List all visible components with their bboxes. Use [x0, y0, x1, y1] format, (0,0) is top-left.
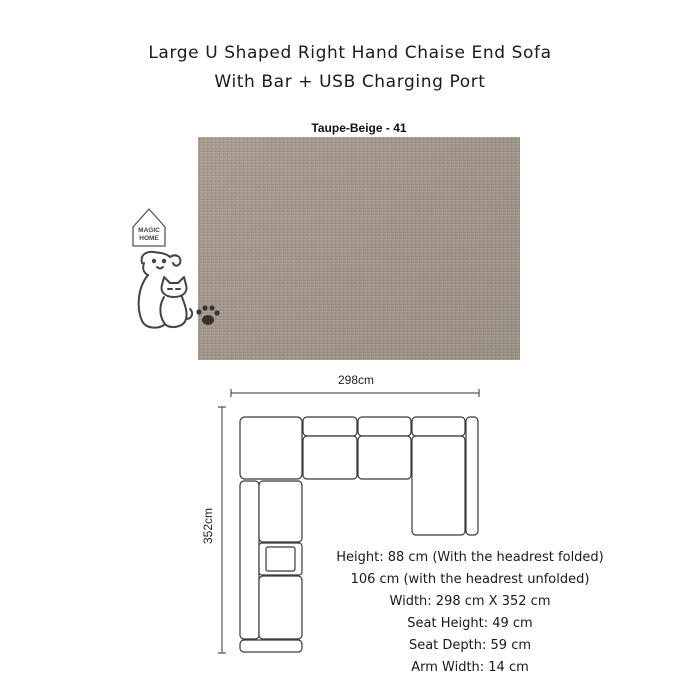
- width-dimension-line: [231, 389, 479, 397]
- left-backrest: [240, 481, 259, 639]
- left-seat-1: [259, 481, 302, 542]
- top-seat-1: [303, 436, 357, 479]
- logo-text-home: HOME: [139, 235, 159, 242]
- spec-seat-depth: Seat Depth: 59 cm: [408, 638, 532, 653]
- spec-height-unfolded: 106 cm (with the headrest unfolded): [350, 572, 590, 587]
- logo-text-magic: MAGIC: [138, 227, 160, 234]
- height-dimension-line: [218, 407, 226, 653]
- left-seat-2: [259, 576, 302, 639]
- bottom-arm: [240, 640, 302, 652]
- corner-seat: [240, 417, 302, 479]
- product-title-line-2: With Bar + USB Charging Port: [214, 72, 486, 92]
- spec-seat-height: Seat Height: 49 cm: [407, 616, 533, 631]
- specifications-list: [320, 547, 620, 679]
- top-backrest-2: [358, 417, 411, 436]
- spec-height: Height: 88 cm (With the headrest folded): [336, 550, 604, 565]
- spec-arm-width: Arm Width: 14 cm: [411, 660, 529, 675]
- top-backrest-3: [412, 417, 465, 436]
- width-dimension-label: 298cm: [337, 373, 375, 387]
- product-title-line-1: Large U Shaped Right Hand Chaise End Sofa: [148, 43, 552, 63]
- top-seat-2: [358, 436, 411, 479]
- height-dimension-label: 352cm: [201, 507, 215, 545]
- chaise-seat: [412, 436, 465, 535]
- right-arm: [466, 417, 478, 535]
- swatch-label: Taupe-Beige - 41: [311, 121, 407, 135]
- spec-width: Width: 298 cm X 352 cm: [389, 594, 551, 609]
- bar-console-inner: [266, 547, 295, 571]
- top-backrest-1: [303, 417, 357, 436]
